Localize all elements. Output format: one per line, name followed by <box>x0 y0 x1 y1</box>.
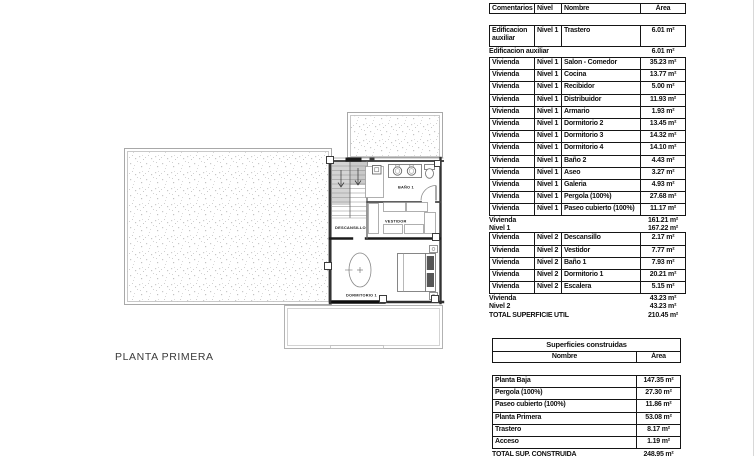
table-cell: Vivienda <box>490 258 535 269</box>
table-row <box>490 233 685 245</box>
total-label: TOTAL SUP. CONSTRUIDA <box>492 450 577 456</box>
table-cell: 11.93 m² <box>649 95 677 103</box>
table-cell: 7.77 m² <box>651 246 675 254</box>
table-cell: Vivienda <box>490 180 535 191</box>
table-cell: Vivienda <box>490 233 535 244</box>
table-cell: Nivel 1 <box>535 82 562 93</box>
column-header: Área <box>651 353 666 361</box>
table-cell: Dormitorio 4 <box>562 143 641 154</box>
pillow <box>427 256 434 270</box>
table-section <box>489 57 686 216</box>
door-swing-arc <box>421 186 436 201</box>
summary-label: Vivienda <box>489 294 517 302</box>
table-cell: 8.17 m² <box>647 425 670 433</box>
table-cell: Dormitorio 3 <box>562 131 641 142</box>
table-cell: 5.00 m² <box>651 83 675 91</box>
column-header: Nombre <box>493 352 637 362</box>
table-cell: Nivel 1 <box>535 95 562 106</box>
summary-row <box>489 310 686 320</box>
table-row <box>490 246 685 258</box>
summary-row <box>489 216 686 224</box>
table-cell: Nivel 2 <box>535 282 562 293</box>
column-header: Nivel <box>535 4 562 13</box>
table-row <box>493 437 680 448</box>
table-section <box>489 25 686 47</box>
table-cell: Nivel 1 <box>535 131 562 142</box>
table-cell: Vivienda <box>490 70 535 81</box>
summary-row <box>489 47 686 57</box>
nightstand <box>430 246 438 253</box>
table-cell: Vivienda <box>490 282 535 293</box>
table-cell: Planta Baja <box>493 376 637 387</box>
table-cell: 53.08 m² <box>645 413 672 421</box>
table-cell: Nivel 1 <box>535 26 562 46</box>
table-cell: Vivienda <box>490 119 535 130</box>
table-cell: Nivel 1 <box>535 192 562 203</box>
table-row <box>490 107 685 119</box>
table-row <box>493 425 680 437</box>
roof-terrace-large <box>125 149 332 305</box>
table-cell: 14.10 m² <box>649 144 677 152</box>
room-label-descansillo: DESCANSILLO <box>335 225 366 230</box>
summary-label: TOTAL SUPERFICIE UTIL <box>489 311 569 319</box>
table-cell: 11.86 m² <box>645 401 672 409</box>
table-cell: Vivienda <box>490 95 535 106</box>
table-cell: Vivienda <box>490 168 535 179</box>
table-row <box>493 413 680 425</box>
table-cell: Vivienda <box>490 131 535 142</box>
table-cell: Paseo cubierto (100%) <box>562 204 641 215</box>
summary-value: 167.22 m² <box>647 224 679 232</box>
table-row <box>490 180 685 192</box>
table-cell: Vivienda <box>490 204 535 215</box>
table-cell: Vivienda <box>490 58 535 69</box>
table-cell: 11.17 m² <box>649 205 677 213</box>
summary-label: Vivienda <box>489 216 517 224</box>
table-cell: Edificacion auxiliar <box>490 26 535 46</box>
table-row <box>490 131 685 143</box>
stairs <box>332 162 367 218</box>
table-row <box>493 400 680 412</box>
table-cell: Dormitorio 2 <box>562 119 641 130</box>
summary-label: Edificacion auxiliar <box>489 48 549 56</box>
table-cell: Nivel 2 <box>535 258 562 269</box>
table-row <box>490 70 685 82</box>
area-table-body <box>489 25 686 320</box>
table-cell: 13.45 m² <box>649 119 677 127</box>
built-table-body <box>492 375 681 449</box>
room-label-bano1: BAÑO 1 <box>398 184 414 190</box>
table-cell: Baño 1 <box>562 258 641 269</box>
table-row <box>490 282 685 293</box>
table-cell: Descansillo <box>562 233 641 244</box>
table-cell: Nivel 2 <box>535 270 562 281</box>
table-cell: Vivienda <box>490 270 535 281</box>
table-cell: 5.15 m² <box>651 283 675 291</box>
table-cell: 7.93 m² <box>651 258 675 266</box>
table-cell: Vivienda <box>490 192 535 203</box>
table-cell: 1.93 m² <box>651 107 675 115</box>
table-cell: Pergola (100%) <box>493 388 637 399</box>
table-cell: Nivel 1 <box>535 204 562 215</box>
table-cell: Nivel 2 <box>535 246 562 257</box>
column-header: Área <box>655 4 671 12</box>
table-cell: Recibidor <box>562 82 641 93</box>
table-cell: Nivel 1 <box>535 168 562 179</box>
table-cell: Nivel 1 <box>535 119 562 130</box>
table-row <box>490 204 685 215</box>
bathroom-fixtures <box>366 165 437 201</box>
table-section <box>489 232 686 294</box>
table-cell: Acceso <box>493 437 637 448</box>
table-cell: Salon - Comedor <box>562 58 641 69</box>
table-cell: Nivel 1 <box>535 143 562 154</box>
built-surfaces-table <box>492 338 681 456</box>
area-table-header <box>489 3 686 14</box>
table-cell: 147.35 m² <box>643 377 674 384</box>
table-row <box>490 168 685 180</box>
table-cell: Paseo cubierto (100%) <box>493 400 637 411</box>
summary-row <box>489 294 686 302</box>
table-cell: 4.93 m² <box>651 180 675 188</box>
summary-label: Nivel 2 <box>489 302 511 310</box>
toilet-bowl <box>426 169 434 179</box>
table-row <box>490 95 685 107</box>
table-cell: Nivel 1 <box>535 70 562 81</box>
table-cell: 4.43 m² <box>651 156 675 164</box>
pillow <box>427 273 434 287</box>
table-cell: Trastero <box>562 26 641 46</box>
built-table-header <box>492 352 681 363</box>
built-table-total-row <box>492 450 681 456</box>
table-row <box>493 376 680 388</box>
summary-value: 43.23 m² <box>649 294 677 302</box>
column-header: Nombre <box>562 4 641 13</box>
summary-row <box>489 224 686 232</box>
table-row <box>490 26 685 46</box>
table-cell: Escalera <box>562 282 641 293</box>
area-table <box>489 3 686 320</box>
table-cell: Trastero <box>493 425 637 436</box>
column-header: Comentarios <box>490 4 535 13</box>
table-cell: Planta Primera <box>493 413 637 424</box>
table-cell: 2.17 m² <box>651 234 675 242</box>
balcony-outline <box>285 306 443 349</box>
bed <box>398 254 426 292</box>
room-label-dormitorio1: DORMITORIO 1 <box>346 292 377 298</box>
table-cell: 1.19 m² <box>647 437 670 445</box>
table-cell: 6.01 m² <box>651 27 675 34</box>
table-cell: 27.68 m² <box>649 193 677 201</box>
table-cell: Vivienda <box>490 143 535 154</box>
table-row <box>490 156 685 168</box>
table-cell: Vestidor <box>562 246 641 257</box>
table-cell: Nivel 1 <box>535 107 562 118</box>
table-cell: Dormitorio 1 <box>562 270 641 281</box>
total-value: 248.95 m² <box>643 450 674 456</box>
table-cell: Nivel 1 <box>535 156 562 167</box>
table-cell: Distribuidor <box>562 95 641 106</box>
table-row <box>490 270 685 282</box>
table-cell: Baño 2 <box>562 156 641 167</box>
table-row <box>493 388 680 400</box>
roof-terrace-top <box>348 113 443 158</box>
table-cell: 20.21 m² <box>649 271 677 278</box>
bedroom-furniture <box>345 246 438 300</box>
table-row <box>490 143 685 155</box>
summary-value: 210.45 m² <box>647 311 679 319</box>
table-cell: Pergola (100%) <box>562 192 641 203</box>
table-cell: 3.27 m² <box>651 168 675 176</box>
table-cell: Cocina <box>562 70 641 81</box>
table-row <box>490 119 685 131</box>
table-cell: Vivienda <box>490 246 535 257</box>
summary-label: Nivel 1 <box>489 224 511 232</box>
table-row <box>490 82 685 94</box>
table-cell: Vivienda <box>490 82 535 93</box>
table-cell: 35.23 m² <box>649 59 677 66</box>
table-cell: Galeria <box>562 180 641 191</box>
table-cell: Aseo <box>562 168 641 179</box>
summary-value: 43.23 m² <box>649 302 677 310</box>
table-cell: 27.30 m² <box>645 389 672 397</box>
table-cell: 14.32 m² <box>649 132 677 140</box>
plan-title: PLANTA PRIMERA <box>115 351 214 363</box>
table-row <box>490 192 685 204</box>
table-cell: Armario <box>562 107 641 118</box>
table-cell: Nivel 1 <box>535 180 562 191</box>
table-cell: Vivienda <box>490 156 535 167</box>
table-row <box>490 258 685 270</box>
table-cell: Vivienda <box>490 107 535 118</box>
built-table-title: Superficies construidas <box>492 338 681 352</box>
table-cell: 13.77 m² <box>649 71 677 79</box>
table-cell: Nivel 2 <box>535 233 562 244</box>
table-cell: Nivel 1 <box>535 58 562 69</box>
table-row <box>490 58 685 70</box>
summary-value: 6.01 m² <box>651 48 675 56</box>
summary-row <box>489 302 686 310</box>
summary-value: 161.21 m² <box>647 216 679 224</box>
room-label-vestidor: VESTIDOR <box>385 218 407 224</box>
